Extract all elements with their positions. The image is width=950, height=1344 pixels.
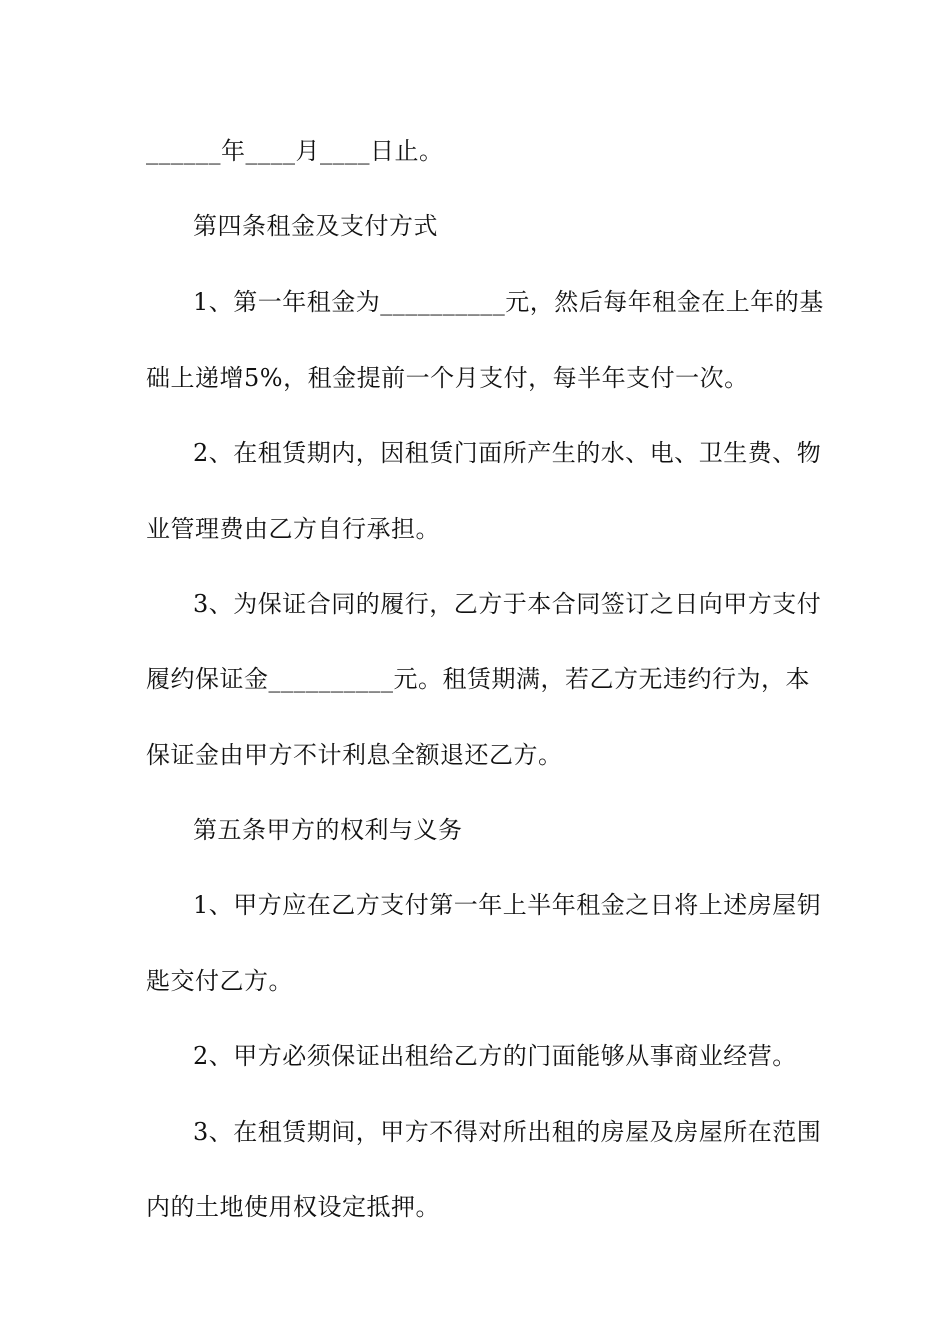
clause-4-3-line-1: 3、为保证合同的履行，乙方于本合同签订之日向甲方支付 bbox=[193, 590, 822, 618]
clause-5-3-line-2: 内的土地使用权设定抵押。 bbox=[146, 1193, 440, 1221]
clause-5-1-line-1: 1、甲方应在乙方支付第一年上半年租金之日将上述房屋钥 bbox=[193, 891, 822, 919]
article-five-heading: 第五条甲方的权利与义务 bbox=[193, 816, 463, 844]
clause-4-2-line-1: 2、在租赁期内，因租赁门面所产生的水、电、卫生费、物 bbox=[193, 439, 822, 467]
clause-5-2-line: 2、甲方必须保证出租给乙方的门面能够从事商业经营。 bbox=[193, 1042, 797, 1070]
clause-4-3-line-3: 保证金由甲方不计利息全额退还乙方。 bbox=[146, 741, 563, 769]
clause-4-1-line-2: 础上递增5%，租金提前一个月支付，每半年支付一次。 bbox=[146, 364, 749, 392]
clause-4-3-line-2: 履约保证金__________元。租赁期满，若乙方无违约行为，本 bbox=[146, 665, 810, 693]
clause-5-3-line-1: 3、在租赁期间，甲方不得对所出租的房屋及房屋所在范围 bbox=[193, 1118, 822, 1146]
article-four-heading: 第四条租金及支付方式 bbox=[193, 212, 438, 240]
clause-4-2-line-2: 业管理费由乙方自行承担。 bbox=[146, 515, 440, 543]
clause-5-1-line-2: 匙交付乙方。 bbox=[146, 967, 293, 995]
clause-4-1-line-1: 1、第一年租金为__________元，然后每年租金在上年的基 bbox=[193, 288, 824, 316]
end-date-line: ______年____月____日止。 bbox=[146, 137, 444, 165]
